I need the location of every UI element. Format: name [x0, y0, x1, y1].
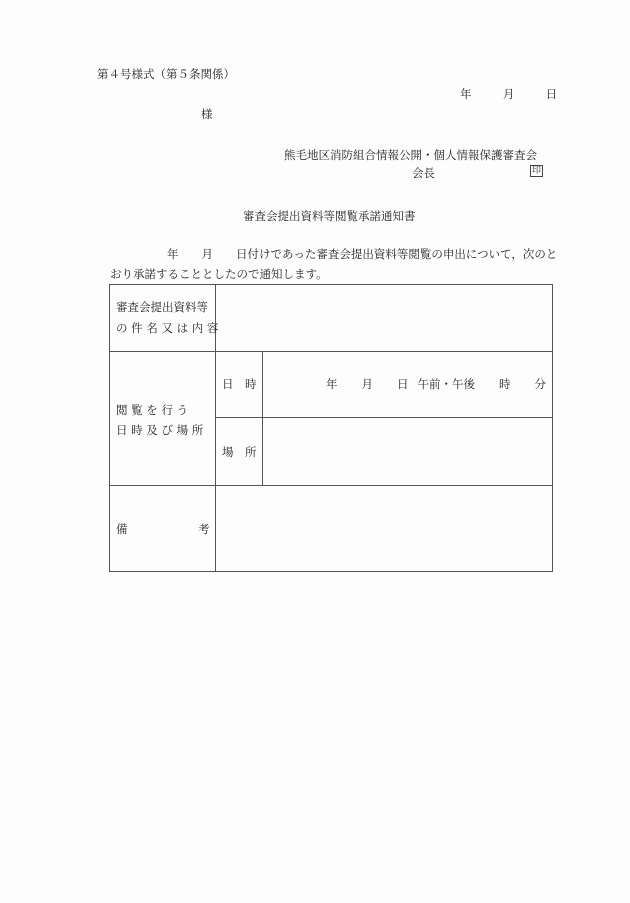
seal-mark: 印 [532, 166, 542, 176]
remarks-label-left: 備 [116, 522, 128, 536]
dt-year: 年 [326, 377, 338, 391]
body-text-line1: 年 月 日付けであった審査会提出資料等閲覧の申出について，次のと [167, 247, 558, 261]
dt-ampm: 午前・午後 [417, 377, 475, 391]
dt-minute: 分 [534, 377, 546, 391]
place-label: 場 所 [222, 445, 257, 459]
sender-organization: 熊毛地区消防組合情報公開・個人情報保護審査会 [284, 148, 537, 162]
form-number: 第４号様式（第５条関係） [97, 67, 235, 81]
body-text-line2: おり承諾することとしたので通知します。 [110, 267, 328, 281]
date-day: 日 [545, 87, 558, 101]
addressee: 様 [201, 107, 213, 121]
subject-label-line1: 審査会提出資料等 [116, 300, 208, 314]
place-field[interactable] [267, 421, 547, 481]
datetime-label: 日 時 [222, 377, 257, 391]
dt-day: 日 [397, 377, 409, 391]
viewing-label-line1: 閲 覧 を 行 う [116, 403, 189, 417]
issue-date [460, 86, 557, 102]
sender-title: 会長 [412, 166, 435, 180]
date-month: 月 [502, 87, 515, 101]
viewing-label-line2: 日 時 及 び 場 所 [116, 423, 204, 437]
dt-month: 月 [361, 377, 373, 391]
subject-field[interactable] [220, 289, 546, 347]
subject-label-line2: の 件 名 又 は 内 容 [116, 321, 219, 335]
remarks-field[interactable] [220, 489, 546, 567]
remarks-label-right: 考 [198, 522, 210, 536]
document-title: 審査会提出資料等閲覧承諾通知書 [243, 209, 416, 223]
divider [110, 485, 552, 486]
approval-table [109, 284, 553, 572]
datetime-field[interactable] [326, 376, 546, 392]
divider [215, 417, 552, 418]
dt-hour: 時 [499, 377, 511, 391]
date-year: 年 [460, 87, 472, 101]
divider [262, 351, 263, 485]
divider [110, 351, 552, 352]
